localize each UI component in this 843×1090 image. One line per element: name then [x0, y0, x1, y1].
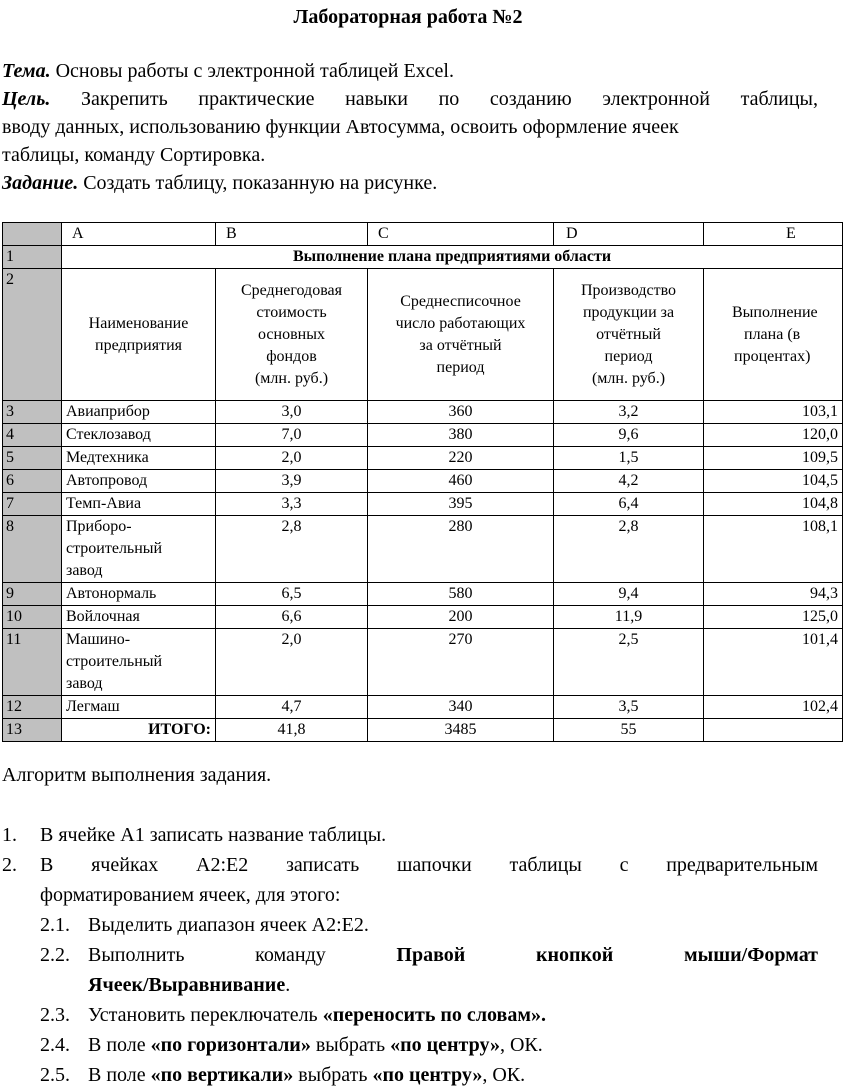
list-item-sub5: 2.5. В поле «по вертикали» выбрать «по центру», ОК.: [40, 1064, 526, 1086]
goal-line-2: вводу данных, использованию функции Автосумма, освоить оформление ячеек: [2, 116, 679, 138]
cell-production: 2,8: [554, 516, 704, 583]
row-number: 11: [3, 629, 62, 696]
cell-fixed-assets: 3,0: [216, 401, 368, 424]
cell-fixed-assets: 6,5: [216, 583, 368, 606]
row-number: 2: [3, 269, 62, 401]
list-item-step2: 2. В ячейках А2:Е2 записать шапочки таблицы с предварительным: [2, 854, 818, 876]
cell-plan-percent: 109,5: [704, 447, 843, 470]
row-number: 5: [3, 447, 62, 470]
cell-production: 9,4: [554, 583, 704, 606]
topic-label: Тема.: [2, 60, 51, 82]
goal-text-1: Закрепить практические навыки по созданию электронной таблицы,: [50, 88, 818, 110]
table-row: [3, 424, 843, 447]
task-label: Задание.: [2, 172, 79, 194]
cell-plan-percent: 102,4: [704, 696, 843, 719]
table-row: [3, 493, 843, 516]
cell-name: Легмаш: [62, 696, 216, 719]
cell-production: 11,9: [554, 606, 704, 629]
cell-employees: 200: [368, 606, 554, 629]
cell-employees: 580: [368, 583, 554, 606]
cell-fixed-assets: 2,8: [216, 516, 368, 583]
cell-fixed-assets: 6,6: [216, 606, 368, 629]
cell-name: Автонормаль: [62, 583, 216, 606]
table-row: [3, 606, 843, 629]
cell-name: Машино- строительный завод: [62, 629, 216, 696]
header-row: [3, 269, 843, 401]
table-row: [3, 401, 843, 424]
cell-name: Автопровод: [62, 470, 216, 493]
table-row: [3, 696, 843, 719]
sub2-continuation: Ячеек/Выравнивание.: [88, 974, 291, 996]
cell-fixed-assets: 4,7: [216, 696, 368, 719]
table-title-cell: Выполнение плана предприятиями области: [62, 246, 843, 269]
cell-fixed-assets: 7,0: [216, 424, 368, 447]
row-number: 4: [3, 424, 62, 447]
cell-production: 2,5: [554, 629, 704, 696]
cell-fixed-assets: 2,0: [216, 629, 368, 696]
table-row: [3, 447, 843, 470]
cell-production: 3,2: [554, 401, 704, 424]
cell-fixed-assets: 2,0: [216, 447, 368, 470]
cell-plan-percent: 104,8: [704, 493, 843, 516]
row-number: 13: [3, 719, 62, 742]
cell-name: Авиаприбор: [62, 401, 216, 424]
total-employees: 3485: [368, 719, 554, 742]
table-row: [3, 246, 843, 269]
algorithm-block: [2, 760, 818, 1090]
row-number: 10: [3, 606, 62, 629]
row-number: 3: [3, 401, 62, 424]
goal-line-3: таблицы, команду Сортировка.: [2, 144, 266, 166]
page-title: Лабораторная работа №2: [293, 6, 523, 28]
cell-plan-percent: 101,4: [704, 629, 843, 696]
spacer: [2, 790, 818, 820]
corner-cell: [3, 223, 62, 246]
intro-block: [2, 57, 818, 197]
cell-name: Приборо- строительный завод: [62, 516, 216, 583]
total-fixed-assets: 41,8: [216, 719, 368, 742]
row-number: 12: [3, 696, 62, 719]
goal-label: Цель.: [2, 88, 51, 110]
cell-name: Медтехника: [62, 447, 216, 470]
cell-employees: 380: [368, 424, 554, 447]
total-row: [3, 719, 843, 742]
cell-employees: 270: [368, 629, 554, 696]
row-number: 6: [3, 470, 62, 493]
goal-line-1: [2, 85, 818, 113]
cell-employees: 280: [368, 516, 554, 583]
column-header-c: C: [368, 223, 554, 246]
header-plan-percent: Выполнение плана (в процентах): [704, 269, 843, 401]
cell-name: Войлочная: [62, 606, 216, 629]
row-number: 9: [3, 583, 62, 606]
total-label: ИТОГО:: [62, 719, 216, 742]
cell-production: 1,5: [554, 447, 704, 470]
topic-line: [2, 57, 818, 85]
cell-employees: 340: [368, 696, 554, 719]
cell-production: 9,6: [554, 424, 704, 447]
table-row: [3, 470, 843, 493]
list-item-sub3: 2.3. Установить переключатель «переносить по словам».: [40, 1004, 546, 1026]
column-header-d: D: [554, 223, 704, 246]
table-row: [3, 516, 843, 583]
cell-production: 3,5: [554, 696, 704, 719]
table-row: [3, 583, 843, 606]
cell-employees: 395: [368, 493, 554, 516]
row-number: 8: [3, 516, 62, 583]
list-item-step1: 1. В ячейке А1 записать название таблицы.: [2, 824, 387, 846]
header-employees: Среднесписочное число работающих за отчётный период: [368, 269, 554, 401]
cell-name: Стеклозавод: [62, 424, 216, 447]
task-line: [2, 169, 818, 197]
header-name: Наименование предприятия: [62, 269, 216, 401]
table-row: [3, 629, 843, 696]
list-item-sub4: 2.4. В поле «по горизонтали» выбрать «по центру», ОК.: [40, 1034, 543, 1056]
spreadsheet-table: [2, 222, 843, 742]
row-number: 7: [3, 493, 62, 516]
column-header-e: E: [704, 223, 843, 246]
column-header-a: A: [62, 223, 216, 246]
cell-plan-percent: 104,5: [704, 470, 843, 493]
row-number: 1: [3, 246, 62, 269]
cell-employees: 460: [368, 470, 554, 493]
algorithm-heading: Алгоритм выполнения задания.: [2, 764, 272, 786]
total-production: 55: [554, 719, 704, 742]
cell-employees: 220: [368, 447, 554, 470]
cell-production: 4,2: [554, 470, 704, 493]
cell-production: 6,4: [554, 493, 704, 516]
cell-fixed-assets: 3,9: [216, 470, 368, 493]
cell-fixed-assets: 3,3: [216, 493, 368, 516]
cell-plan-percent: 103,1: [704, 401, 843, 424]
header-fixed-assets: Среднегодовая стоимость основных фондов (млн. руб.): [216, 269, 368, 401]
cell-employees: 360: [368, 401, 554, 424]
cell-plan-percent: 120,0: [704, 424, 843, 447]
step2-continuation: форматированием ячеек, для этого:: [40, 884, 341, 906]
column-header-row: [3, 223, 843, 246]
total-plan-percent: [704, 719, 843, 742]
cell-plan-percent: 125,0: [704, 606, 843, 629]
cell-name: Темп-Авиа: [62, 493, 216, 516]
header-production: Производство продукции за отчётный период (млн. руб.): [554, 269, 704, 401]
cell-plan-percent: 108,1: [704, 516, 843, 583]
list-item-sub2: 2.2. Выполнить команду Правой кнопкой мыши/Формат: [40, 944, 818, 966]
list-item-sub1: 2.1. Выделить диапазон ячеек А2:Е2.: [40, 914, 369, 936]
column-header-b: B: [216, 223, 368, 246]
task-text: Создать таблицу, показанную на рисунке.: [78, 172, 438, 194]
cell-plan-percent: 94,3: [704, 583, 843, 606]
topic-text: Основы работы с электронной таблицей Excel.: [50, 60, 454, 82]
